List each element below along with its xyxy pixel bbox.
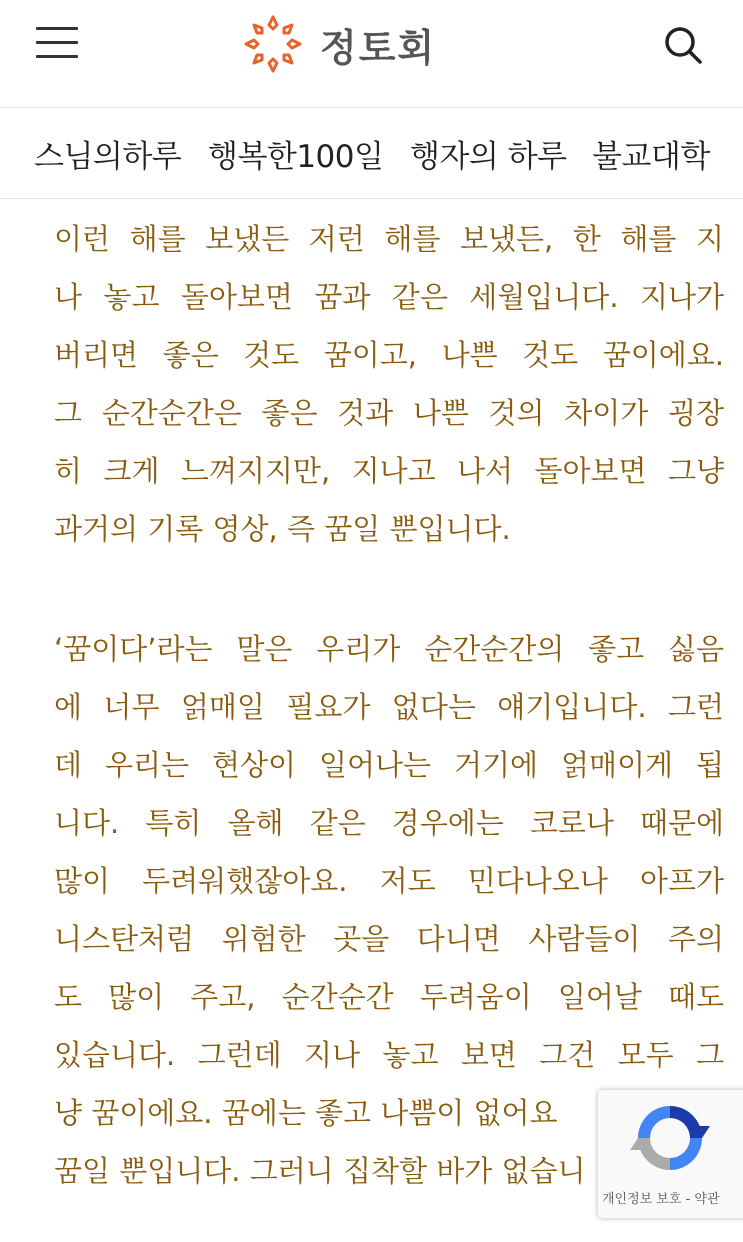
site-logo[interactable] [242, 8, 436, 80]
nav-item-monk-daily[interactable]: 스님의하루 [34, 139, 182, 175]
category-nav [0, 109, 743, 199]
recaptcha-links[interactable]: 개인정보 보호 - 약관 [602, 1192, 720, 1207]
text-line: 이런 해를 보냈든 저런 해를 보냈든, 한 해를 지 [54, 222, 724, 256]
text-line: 데 우리는 현상이 일어나는 거기에 얽매이게 됩 [54, 748, 724, 782]
nav-item-happy-100-days[interactable]: 행복한100일 [208, 139, 384, 175]
text-line: 과거의 기록 영상, 즉 꿈일 뿐입니다. [54, 512, 511, 546]
menu-bar [36, 55, 78, 58]
site-header [0, 0, 743, 108]
text-line: 도 많이 주고, 순간순간 두려움이 일어날 때도 [54, 980, 724, 1014]
menu-bar [36, 27, 78, 30]
text-line: 그 순간순간은 좋은 것과 나쁜 것의 차이가 굉장 [54, 396, 724, 430]
text-line: 히 크게 느껴지지만, 지나고 나서 돌아보면 그냥 [54, 454, 724, 488]
text-line: 많이 두려워했잖아요. 저도 민다나오나 아프가 [54, 864, 724, 898]
paragraph [54, 210, 724, 558]
hamburger-menu-icon[interactable] [34, 24, 80, 64]
menu-bar [36, 41, 78, 44]
text-line: 버리면 좋은 것도 꿈이고, 나쁜 것도 꿈이에요. [54, 338, 724, 372]
text-line: ‘꿈이다’라는 말은 우리가 순간순간의 좋고 싫음 [54, 632, 724, 666]
logo-text: 정토회 [320, 25, 437, 70]
text-line: 에 너무 얽매일 필요가 없다는 얘기입니다. 그런 [54, 690, 724, 724]
text-line: 냥 꿈이에요. 꿈에는 좋고 나쁨이 없어요 [54, 1096, 558, 1130]
text-line: 있습니다. 그런데 지나 놓고 보면 그건 모두 그 [54, 1038, 724, 1072]
text-line: 니다. 특히 올해 같은 경우에는 코로나 때문에 [54, 806, 724, 840]
recaptcha-icon [630, 1098, 710, 1178]
search-icon[interactable] [660, 22, 706, 68]
nav-item-buddhist-college[interactable]: 불교대학 [592, 139, 710, 175]
lotus-logo-icon [242, 13, 304, 75]
nav-item-practitioner-daily[interactable]: 행자의 하루 [410, 139, 567, 175]
text-line: 나 놓고 돌아보면 꿈과 같은 세월입니다. 지나가 [54, 280, 724, 314]
recaptcha-badge[interactable] [598, 1090, 743, 1218]
text-line: 니스탄처럼 위험한 곳을 다니면 사람들이 주의 [54, 922, 724, 956]
text-line: 꿈일 뿐입니다. 그러니 집착할 바가 없습니 [54, 1154, 586, 1188]
article-body [0, 200, 743, 1242]
